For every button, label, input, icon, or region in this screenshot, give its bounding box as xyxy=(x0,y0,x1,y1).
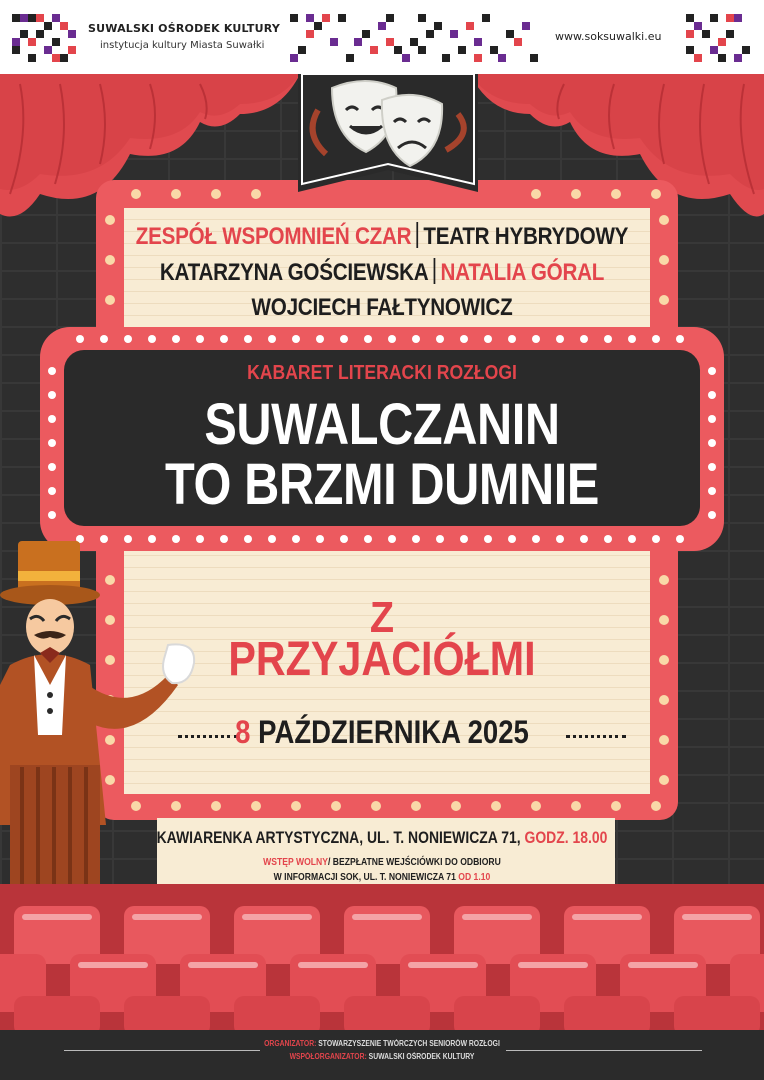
entry-tickets: / BEZPŁATNE WEJŚCIÓWKI DO ODBIORU xyxy=(328,857,501,868)
separator xyxy=(416,222,418,248)
header-bar xyxy=(0,0,764,74)
org-subtitle: instytucja kultury Miasta Suwałki xyxy=(100,40,265,51)
separator xyxy=(434,258,436,284)
entry-line-2 xyxy=(53,872,710,883)
cast-line-1 xyxy=(53,222,710,251)
footer-rule-left xyxy=(64,1050,260,1051)
entry-from: OD 1.10 xyxy=(458,872,491,883)
cast-natalia-goral: NATALIA GÓRAL xyxy=(440,259,605,286)
date-month-year: PAŹDZIERNIKA 2025 xyxy=(258,714,529,750)
cast-line-3 xyxy=(53,294,710,322)
event-title-line-2: TO BRZMI DUMNIE xyxy=(165,452,599,517)
theater-masks-icon xyxy=(296,74,480,194)
venue-time: GODZ. 18.00 xyxy=(524,828,608,847)
entry-free: WSTĘP WOLNY xyxy=(263,857,329,868)
organizer-label: ORGANIZATOR: xyxy=(264,1039,317,1048)
pixel-pattern-icon xyxy=(290,14,540,62)
entry-line-1 xyxy=(53,857,710,868)
entry-info: W INFORMACJI SOK, UL. T. NONIEWICZA 71 xyxy=(273,872,456,883)
subtitle-line-1: Z xyxy=(369,593,395,642)
venue-place: KAWIARENKA ARTYSTYCZNA, UL. T. NONIEWICZA 71, xyxy=(156,828,521,847)
event-kicker: KABARET LITERACKI ROZŁOGI xyxy=(247,362,517,384)
cast-teatr-hybrydowy: TEATR HYBRYDOWY xyxy=(423,223,629,250)
theater-seats-icon xyxy=(0,884,764,1030)
cast-czar: ZESPÓŁ WSPOMNIEŃ CZAR xyxy=(135,223,412,250)
organizer-name: STOWARZYSZENIE TWÓRCZYCH SENIORÓW ROZŁOGI xyxy=(318,1039,500,1048)
footer-rule-right xyxy=(506,1050,702,1051)
sok-pixel-logo-icon xyxy=(12,14,80,62)
footer-organizer xyxy=(57,1039,706,1048)
venue-info xyxy=(69,828,695,848)
cast-katarzyna-gosciewska: KATARZYNA GOŚCIEWSKA xyxy=(159,259,429,286)
event-title-line-1: SUWALCZANIN xyxy=(204,392,560,457)
website-link[interactable]: www.soksuwalki.eu xyxy=(555,30,662,43)
coorganizer-label: WSPÓŁORGANIZATOR: xyxy=(289,1052,367,1061)
pixel-logo-right-icon xyxy=(686,14,750,62)
cast-line-2 xyxy=(53,258,710,287)
date-day: 8 xyxy=(235,714,251,750)
org-name: SUWALSKI OŚRODEK KULTURY xyxy=(88,22,280,35)
dotted-rule-right xyxy=(566,735,626,738)
coorganizer-name: SUWALSKI OŚRODEK KULTURY xyxy=(368,1052,475,1061)
footer-coorganizer xyxy=(57,1052,706,1061)
subtitle-line-2: PRZYJACIÓŁMI xyxy=(228,633,536,686)
cast-wojciech-faltynowicz: WOJCIECH FAŁTYNOWICZ xyxy=(251,294,513,321)
